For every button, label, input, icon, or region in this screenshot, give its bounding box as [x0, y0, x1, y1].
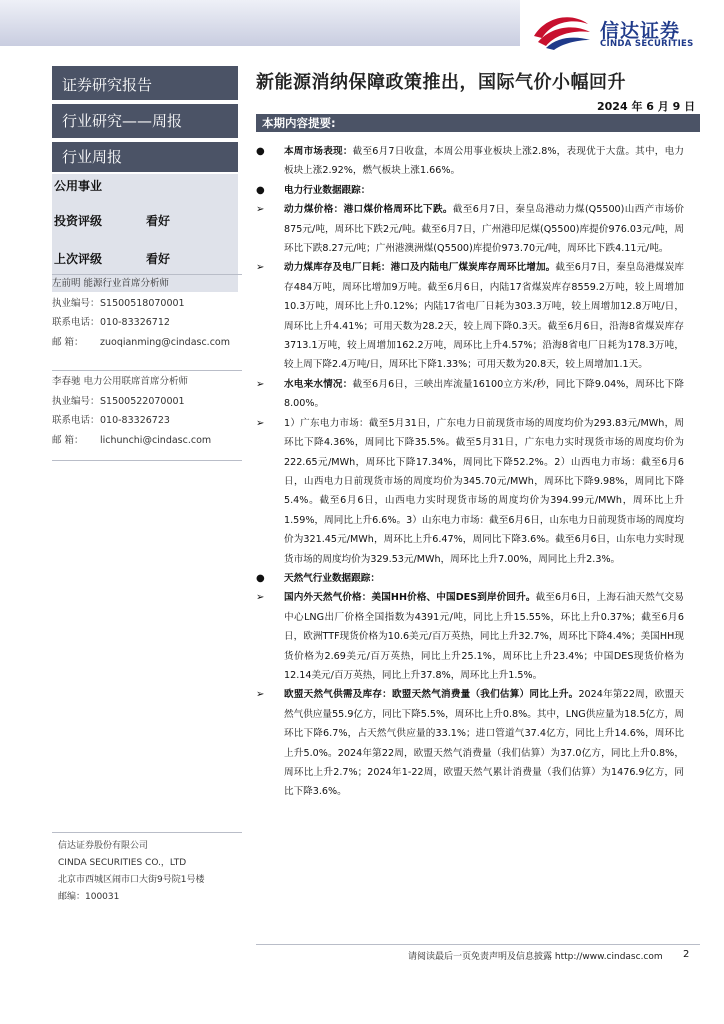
summary-item-text: 截至6月6日，三峡出库流量16100立方米/秒，同比下降9.04%，周环比下降8.00%。	[284, 378, 685, 410]
analyst-name: 左前明 能源行业首席分析师	[52, 278, 170, 289]
summary-item-body	[284, 569, 684, 588]
email-label: 邮 箱：	[52, 336, 84, 348]
phone-label: 联系电话：	[52, 415, 100, 426]
email-link[interactable]: lichunchi@cindasc.com	[100, 434, 212, 446]
rating-value: 看好	[146, 214, 171, 228]
analyst-block-2	[52, 372, 211, 450]
summary-item-body	[284, 181, 684, 200]
research-type-box: 行业研究——周报	[52, 104, 238, 138]
summary-item-heading: 本周市场表现：	[284, 146, 353, 157]
summary-item	[256, 588, 684, 685]
bullet-dot-icon: ●	[256, 572, 265, 584]
prev-rating-label: 上次评级	[54, 252, 103, 266]
arrow-bullet-icon: ➢	[256, 378, 265, 390]
weekly-box: 行业周报	[52, 142, 238, 172]
phone-number: 010-83326723	[100, 415, 170, 426]
analyst-block-1	[52, 274, 230, 352]
summary-item	[256, 200, 684, 258]
summary-item-body	[284, 142, 684, 181]
summary-item-heading: 动力煤价格：港口煤价格周环比下跌。	[284, 204, 453, 216]
cert-label: 执业编号：	[52, 297, 100, 309]
summary-item-body	[284, 258, 684, 374]
left-panel	[52, 66, 238, 292]
summary-item	[256, 685, 685, 801]
arrow-bullet-icon: ➢	[256, 592, 265, 604]
summary-item-heading: 水电来水情况：	[284, 378, 353, 390]
company-zip: 邮编：100031	[58, 892, 120, 902]
summary-item	[256, 181, 684, 200]
summary-item-body	[284, 414, 684, 569]
arrow-bullet-icon: ➢	[256, 417, 265, 429]
summary-item	[256, 258, 685, 374]
cinda-logo	[528, 14, 718, 54]
cert-number: S1500522070001	[100, 395, 185, 407]
summary-item	[256, 569, 684, 588]
summary-item-text: 2024年第22周，欧盟天然气供应量55.9亿方，同比下降5.5%，周环比上升0.8%。其中，LNG供应量为18.5亿方，周环比下降6.7%，占天然气供应量的33.1%；进口管道气37.4亿方，同比上升14.6%，周环比上升5.0%。2024年第22周，欧盟天然气消费量（我们估算）为37.0亿方，同比上升0.8%，周环比上升2.7%；2024年1-22周，欧盟天然气累计消费量（我们估算）为1476.9亿方，同比下降3.6%。	[284, 689, 685, 798]
company-en: CINDA SECURITIES CO.，LTD	[58, 858, 187, 868]
divider	[52, 460, 242, 461]
divider	[52, 832, 242, 833]
summary-item-heading: 天然气行业数据跟踪：	[284, 572, 380, 584]
divider	[52, 370, 242, 371]
summary-item-text: 截至6月7日收盘，本周公用事业板块上涨2.8%，表现优于大盘。其中，电力板块上涨2.92%，燃气板块上涨1.66%。	[284, 146, 684, 177]
analyst-name: 李春驰 电力公用联席首席分析师	[52, 376, 189, 387]
report-title: 新能源消纳保障政策推出，国际气价小幅回升	[256, 72, 626, 93]
cinda-logo-icon	[528, 14, 594, 50]
arrow-bullet-icon: ➢	[256, 204, 265, 216]
summary-item	[256, 142, 684, 181]
footer-divider	[256, 944, 700, 945]
email-label: 邮 箱：	[52, 434, 84, 446]
sector-label: 公用事业	[54, 179, 103, 193]
summary-item-body	[284, 375, 684, 414]
summary-item-body	[284, 588, 684, 685]
company-address: 北京市西城区闹市口大街9号院1号楼	[58, 875, 205, 885]
summary-item-text: 截至6月6日，上海石油天然气交易中心LNG出厂价格全国指数为4391元/吨，同比上升15.55%，环比上升0.37%；截至6月6日，欧洲TTF现货价格为10.6美元/百万英热，同比上升32.7%，周环比下降4.4%；美国HH现货价格为2.69美元/百万英热，同比上升25.1%，周环比上升23.4%；中国DES现货价格为12.14美元/百万英热，同比上升37.8%，周环比上升1.5%。	[284, 592, 684, 681]
summary-item-heading: 动力煤库存及电厂日耗：港口及内陆电厂煤炭库存周环比增加。	[284, 262, 556, 274]
arrow-bullet-icon: ➢	[256, 262, 265, 274]
page-number: 2	[683, 949, 690, 960]
company-info	[58, 838, 204, 906]
cert-number: S1500518070001	[100, 297, 185, 309]
summary-item	[256, 414, 684, 569]
summary-item-body	[284, 200, 684, 258]
bullet-dot-icon: ●	[256, 146, 265, 157]
prev-rating-value: 看好	[146, 252, 171, 266]
logo-cn-text: 信达证券	[600, 20, 681, 42]
report-date: 2024 年 6 月 9 日	[597, 100, 696, 113]
bullet-dot-icon: ●	[256, 184, 265, 196]
arrow-bullet-icon: ➢	[256, 689, 265, 701]
header-band	[0, 0, 520, 46]
footer-disclaimer[interactable]: 请阅读最后一页免责声明及信息披露 http://www.cindasc.com	[408, 952, 663, 962]
phone-label: 联系电话：	[52, 317, 100, 328]
report-type-box: 证券研究报告	[52, 66, 238, 100]
summary-item	[256, 375, 685, 414]
summary-item-heading: 欧盟天然气供需及库存：欧盟天然气消费量（我们估算）同比上升。	[284, 689, 579, 701]
logo-en-text: CINDA SECURITIES	[600, 39, 694, 49]
summary-item-heading: 国内外天然气价格：美国HH价格、中国DES到岸价回升。	[284, 592, 536, 604]
summary-item-text: 截至6月7日，秦皇岛港动力煤(Q5500)山西产市场价875元/吨，周环比下跌2元/吨。截至6月7日，广州港印尼煤(Q5500)库提价976.03元/吨，周环比下跌8.27元/吨；广州港澳洲煤(Q5500)库提价973.70元/吨，周环比下跌4.11元/吨。	[284, 204, 684, 255]
phone-number: 010-83326712	[100, 317, 170, 328]
summary-item-text: 截至6月7日，秦皇岛港煤炭库存484万吨，周环比增加9万吨。截至6月6日，内陆17省煤炭库存8559.2万吨，较上周增加10.3万吨，周环比上升0.12%；内陆17省电厂日耗为303.3万吨，较上周增加12.8万吨/日，周环比上升4.41%；可用天数为28.2天，较上周下降0.3天。截至6月6日，沿海8省煤炭库存3713.1万吨，较上周增加162.2万吨，周环比上升4.57%；沿海8省电厂日耗为178.3万吨，较上周下降2.4万吨/日，周环比下降1.33%；可用天数为20.8天，较上周增加1.1天。	[284, 262, 685, 371]
summary-item-heading: 电力行业数据跟踪：	[284, 184, 371, 196]
summary-item-text: 1）广东电力市场：截至5月31日，广东电力日前现货市场的周度均价为293.83元/MWh，周环比下降4.36%，周同比下降35.5%。截至5月31日，广东电力实时现货市场的周度均价为222.65元/MWh，周环比下降17.34%，周同比下降52.2%。2）山西电力市场：截至6月6日，山西电力日前现货市场的周度均价为345.70元/MWh，周环比下降9.98%，周同比下降5.4%。截至6月6日，山西电力实时现货市场的周度均价为394.99元/MWh，周环比上升1.59%，周同比上升6.6%。3）山东电力市场：截至6月6日，山东电力日前现货市场的周度均价为321.45元/MWh，周环比上升6.47%，周同比下降3.6%。截至6月6日，山东电力实时现货市场的周度均价为329.53元/MWh，周环比上升7.00%，周同比上升2.3%。	[284, 417, 684, 565]
company-cn: 信达证券股份有限公司	[58, 841, 149, 851]
email-link[interactable]: zuoqianming@cindasc.com	[100, 336, 230, 348]
cert-label: 执业编号：	[52, 395, 100, 407]
rating-label: 投资评级	[54, 214, 103, 228]
summary-item-body	[284, 685, 684, 801]
summary-header: 本期内容提要:	[256, 114, 700, 132]
summary-content	[256, 142, 685, 802]
